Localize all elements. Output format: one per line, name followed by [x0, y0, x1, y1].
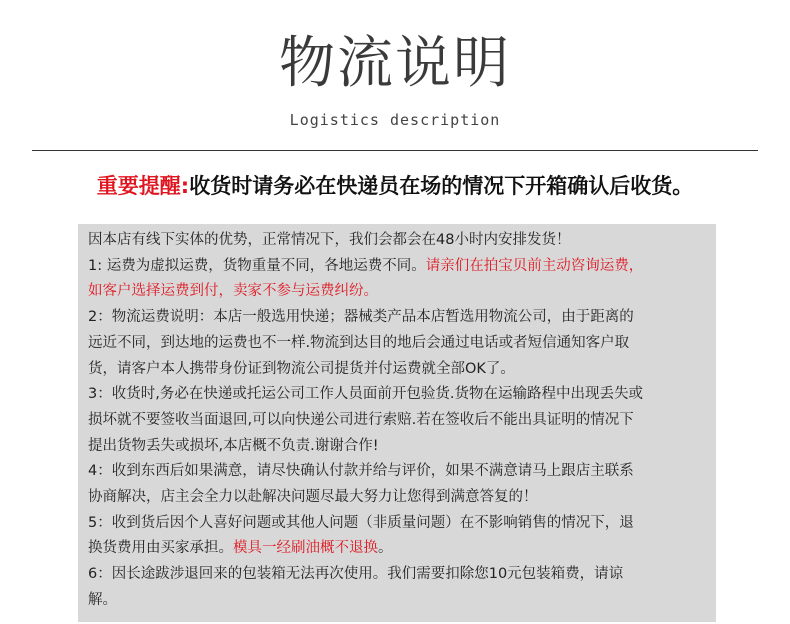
item-3-line-2: 损坏就不要签收当面退回,可以向快递公司进行索赔.若在签收后不能出具证明的情况下	[88, 411, 634, 428]
item-4-line-2: 协商解决，店主会全力以赴解决问题尽最大努力让您得到满意答复的！	[88, 489, 538, 506]
item-1-line-1	[88, 254, 706, 280]
item-2-line-1: 2：物流运费说明：本店一般选用快递；器械类产品本店暂选用物流公司，由于距离的	[88, 309, 634, 326]
item-5-text: 换货费用由买家承担。	[88, 540, 233, 557]
page-title: 物流说明	[279, 31, 511, 96]
item-3-line-3: 提出货物丢失或损坏,本店概不负责.谢谢合作!	[88, 437, 379, 454]
notice-label: 重要提醒:	[96, 174, 190, 198]
item-2-line-2: 远近不同，到达地的运费也不一样.物流到达目的地后会通过电话或者短信通知客户取	[88, 334, 630, 351]
important-notice	[0, 170, 790, 202]
item-2-line-3: 货，请客户本人携带身份证到物流公司提货并付运费就全部OK了。	[88, 360, 515, 377]
page-subtitle: Logistics description	[289, 111, 501, 129]
item-5-line-2	[88, 536, 706, 562]
notice-text: 收货时请务必在快递员在场的情况下开箱确认后收货。	[189, 174, 694, 198]
item-1-highlight: 请亲们在拍宝贝前主动咨询运费，	[425, 257, 644, 274]
item-1-line-2: 如客户选择运费到付，卖家不参与运费纠纷。	[88, 283, 378, 300]
title-divider	[32, 150, 758, 151]
item-6-line-2: 解。	[88, 591, 117, 608]
item-5-end: 。	[378, 540, 393, 557]
item-1-text: 1: 运费为虚拟运费，货物重量不同，各地运费不同。	[88, 257, 426, 274]
item-5-highlight: 模具一经刷油概不退换	[233, 540, 378, 557]
logistics-info-panel	[78, 224, 716, 622]
item-3-line-1: 3：收货时,务必在快递或托运公司工作人员面前开包验货.货物在运输路程中出现丢失或	[88, 386, 643, 403]
item-6-line-1: 6：因长途跋涉退回来的包装箱无法再次使用。我们需要扣除您10元包装箱费，请谅	[88, 566, 624, 583]
intro-line: 因本店有线下实体的优势，正常情况下，我们会都会在48小时内安排发货！	[88, 232, 571, 248]
item-5-line-1: 5：收到货后因个人喜好问题或其他人问题（非质量问题）在不影响销售的情况下，退	[88, 514, 634, 531]
item-4-line-1: 4：收到东西后如果满意，请尽快确认付款并给与评价，如果不满意请马上跟店主联系	[88, 463, 634, 480]
